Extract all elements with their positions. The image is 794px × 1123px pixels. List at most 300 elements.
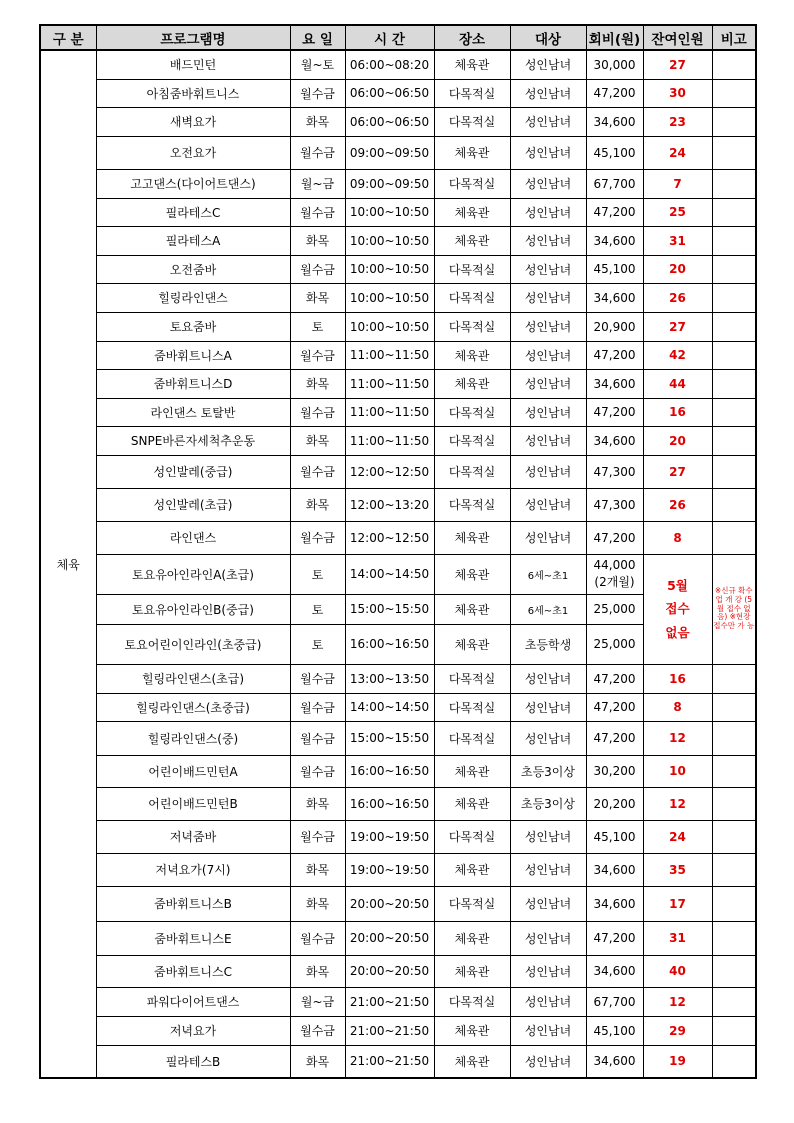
program-time: 14:00~14:50 [345,554,434,594]
program-place: 체육관 [434,1045,510,1078]
program-fee: 47,200 [586,664,643,693]
program-target: 성인남녀 [510,426,586,455]
program-target: 성인남녀 [510,312,586,341]
program-day: 화목 [290,369,345,398]
table-row [40,312,756,341]
table-row [40,1016,756,1045]
program-time: 11:00~11:50 [345,398,434,426]
table-row [40,721,756,755]
program-time: 20:00~20:50 [345,886,434,921]
note-cell [712,987,756,1016]
program-name: 파워다이어트댄스 [96,987,290,1016]
program-place: 체육관 [434,50,510,79]
program-fee: 30,200 [586,755,643,787]
program-time: 16:00~16:50 [345,755,434,787]
program-place: 다목적실 [434,886,510,921]
note-cell [712,226,756,255]
program-name: 힐링라인댄스 [96,283,290,312]
program-day: 화목 [290,488,345,521]
column-header: 회비(원) [586,25,643,50]
program-name: 힐링라인댄스(초중급) [96,693,290,721]
program-fee: 34,600 [586,226,643,255]
program-fee: 47,300 [586,488,643,521]
note-cell [712,521,756,554]
note-cell [712,921,756,955]
program-fee: 25,000 [586,624,643,664]
table-row [40,1045,756,1078]
remaining-count: 7 [643,169,712,198]
remaining-count: 26 [643,488,712,521]
program-name: 성인발레(중급) [96,455,290,488]
table-row [40,921,756,955]
table-row [40,955,756,987]
remaining-count: 29 [643,1016,712,1045]
table-row [40,136,756,169]
table-row [40,169,756,198]
program-fee: 34,600 [586,853,643,886]
program-name: 오전요가 [96,136,290,169]
program-day: 월수금 [290,693,345,721]
program-fee: 47,200 [586,198,643,226]
column-header: 구 분 [40,25,96,50]
program-target: 성인남녀 [510,521,586,554]
table-row [40,226,756,255]
program-day: 월수금 [290,755,345,787]
note-cell [712,312,756,341]
table-row [40,755,756,787]
program-time: 11:00~11:50 [345,341,434,369]
remaining-count: 24 [643,136,712,169]
program-time: 10:00~10:50 [345,312,434,341]
program-name: 힐링라인댄스(초급) [96,664,290,693]
remaining-count: 44 [643,369,712,398]
note-cell [712,50,756,79]
program-target: 성인남녀 [510,50,586,79]
program-time: 19:00~19:50 [345,853,434,886]
program-day: 월수금 [290,79,345,107]
program-day: 월수금 [290,455,345,488]
program-place: 다목적실 [434,255,510,283]
program-target: 성인남녀 [510,921,586,955]
program-time: 20:00~20:50 [345,921,434,955]
program-day: 화목 [290,226,345,255]
program-day: 월수금 [290,341,345,369]
note-cell [712,1016,756,1045]
remaining-count: 27 [643,50,712,79]
program-name: 어린이배드민턴B [96,787,290,820]
program-time: 12:00~12:50 [345,455,434,488]
remaining-count: 12 [643,787,712,820]
program-time: 14:00~14:50 [345,693,434,721]
note-cell [712,107,756,136]
table-row [40,398,756,426]
program-day: 토 [290,594,345,624]
program-target: 성인남녀 [510,283,586,312]
table-row [40,283,756,312]
remaining-count: 31 [643,921,712,955]
program-place: 다목적실 [434,283,510,312]
program-time: 19:00~19:50 [345,820,434,853]
program-place: 다목적실 [434,426,510,455]
program-fee: 45,100 [586,136,643,169]
program-fee: 47,200 [586,398,643,426]
column-header: 시 간 [345,25,434,50]
column-header: 요 일 [290,25,345,50]
remaining-count: 12 [643,987,712,1016]
program-fee: 34,600 [586,1045,643,1078]
program-name: 저녁줌바 [96,820,290,853]
program-fee: 20,900 [586,312,643,341]
table-row [40,341,756,369]
program-target: 성인남녀 [510,226,586,255]
program-day: 월수금 [290,820,345,853]
program-target: 성인남녀 [510,488,586,521]
program-fee: 45,100 [586,255,643,283]
program-place: 다목적실 [434,455,510,488]
remaining-count: 16 [643,398,712,426]
note-cell [712,398,756,426]
program-day: 화목 [290,426,345,455]
table-row [40,79,756,107]
note-cell [712,820,756,853]
table-row [40,853,756,886]
program-time: 13:00~13:50 [345,664,434,693]
program-target: 성인남녀 [510,820,586,853]
program-time: 16:00~16:50 [345,624,434,664]
program-day: 월수금 [290,398,345,426]
program-fee: 34,600 [586,955,643,987]
program-day: 화목 [290,886,345,921]
remaining-count: 40 [643,955,712,987]
remaining-count: 24 [643,820,712,853]
program-place: 체육관 [434,955,510,987]
program-name: 저녁요가 [96,1016,290,1045]
program-day: 월수금 [290,521,345,554]
program-fee: 25,000 [586,594,643,624]
program-schedule-table [39,24,757,1079]
program-name: 힐링라인댄스(중) [96,721,290,755]
program-place: 다목적실 [434,79,510,107]
program-name: SNPE바른자세척추운동 [96,426,290,455]
program-place: 다목적실 [434,721,510,755]
program-name: 토요어린이인라인(초중급) [96,624,290,664]
program-name: 토요줌바 [96,312,290,341]
program-place: 체육관 [434,521,510,554]
column-header: 비고 [712,25,756,50]
note-cell [712,787,756,820]
table-row [40,426,756,455]
note-cell [712,721,756,755]
program-target: 성인남녀 [510,1016,586,1045]
program-target: 성인남녀 [510,721,586,755]
program-day: 화목 [290,787,345,820]
program-day: 토 [290,312,345,341]
program-day: 월~토 [290,50,345,79]
note-cell [712,853,756,886]
program-day: 화목 [290,107,345,136]
program-place: 체육관 [434,853,510,886]
remaining-count: 42 [643,341,712,369]
program-place: 체육관 [434,787,510,820]
program-place: 체육관 [434,624,510,664]
program-place: 다목적실 [434,169,510,198]
program-fee: 30,000 [586,50,643,79]
table-header-row [40,25,756,50]
note-cell [712,693,756,721]
table-row [40,787,756,820]
remaining-merged [643,554,712,664]
note-merged: ※신규 확수업 개 강 (5월 접수 없음) ※현장 접수만 가 능 [712,554,756,664]
remaining-count: 26 [643,283,712,312]
program-fee: 20,200 [586,787,643,820]
program-target: 성인남녀 [510,955,586,987]
program-place: 체육관 [434,341,510,369]
table-row [40,488,756,521]
table-row [40,198,756,226]
remaining-count: 25 [643,198,712,226]
program-target: 성인남녀 [510,169,586,198]
note-cell [712,369,756,398]
program-day: 월수금 [290,921,345,955]
program-place: 체육관 [434,198,510,226]
program-fee: 34,600 [586,283,643,312]
remaining-count: 20 [643,255,712,283]
note-cell [712,886,756,921]
note-cell [712,283,756,312]
program-place: 다목적실 [434,107,510,136]
program-name: 새벽요가 [96,107,290,136]
program-place: 다목적실 [434,488,510,521]
program-day: 화목 [290,1045,345,1078]
table-row [40,886,756,921]
note-cell [712,664,756,693]
note-cell [712,426,756,455]
program-time: 21:00~21:50 [345,987,434,1016]
program-day: 월~금 [290,987,345,1016]
remaining-count: 23 [643,107,712,136]
program-name: 어린이배드민턴A [96,755,290,787]
note-cell [712,136,756,169]
note-cell [712,455,756,488]
program-place: 체육관 [434,226,510,255]
remaining-merged-line: 없음 [665,624,690,640]
program-place: 다목적실 [434,312,510,341]
program-day: 화목 [290,955,345,987]
program-time: 15:00~15:50 [345,721,434,755]
program-place: 체육관 [434,136,510,169]
program-target: 성인남녀 [510,198,586,226]
table-row [40,664,756,693]
program-target: 성인남녀 [510,853,586,886]
program-target: 초등학생 [510,624,586,664]
program-target: 성인남녀 [510,886,586,921]
program-time: 11:00~11:50 [345,369,434,398]
program-day: 월수금 [290,721,345,755]
program-day: 월~금 [290,169,345,198]
fee-period: (2개월) [594,575,635,589]
remaining-count: 27 [643,455,712,488]
program-place: 체육관 [434,755,510,787]
program-fee: 47,200 [586,521,643,554]
program-time: 10:00~10:50 [345,255,434,283]
program-target: 성인남녀 [510,369,586,398]
program-target: 성인남녀 [510,455,586,488]
program-target: 초등3이상 [510,755,586,787]
program-place: 체육관 [434,1016,510,1045]
program-fee: 47,200 [586,79,643,107]
table-row [40,987,756,1016]
program-target: 성인남녀 [510,664,586,693]
remaining-count: 8 [643,693,712,721]
program-day: 토 [290,624,345,664]
program-time: 09:00~09:50 [345,169,434,198]
program-name: 저녁요가(7시) [96,853,290,886]
program-target: 성인남녀 [510,255,586,283]
program-fee: 34,600 [586,107,643,136]
program-place: 다목적실 [434,398,510,426]
note-cell [712,341,756,369]
program-place: 다목적실 [434,693,510,721]
program-name: 토요유아인라인B(중급) [96,594,290,624]
table-row [40,255,756,283]
program-name: 필라테스C [96,198,290,226]
program-place: 다목적실 [434,664,510,693]
program-day: 토 [290,554,345,594]
note-cell [712,488,756,521]
program-target: 6세~초1 [510,554,586,594]
remaining-count: 17 [643,886,712,921]
program-target: 성인남녀 [510,987,586,1016]
program-place: 체육관 [434,554,510,594]
program-target: 성인남녀 [510,341,586,369]
remaining-count: 30 [643,79,712,107]
program-time: 12:00~13:20 [345,488,434,521]
program-name: 줌바휘트니스C [96,955,290,987]
program-fee [586,554,643,594]
fee-amount: 44,000 [593,557,636,572]
program-target: 6세~초1 [510,594,586,624]
program-place: 다목적실 [434,820,510,853]
table-row [40,107,756,136]
program-fee: 47,200 [586,921,643,955]
program-time: 12:00~12:50 [345,521,434,554]
program-day: 월수금 [290,255,345,283]
program-name: 줌바휘트니스D [96,369,290,398]
program-fee: 47,200 [586,341,643,369]
program-time: 15:00~15:50 [345,594,434,624]
program-target: 성인남녀 [510,79,586,107]
program-time: 10:00~10:50 [345,198,434,226]
note-cell [712,755,756,787]
table-row [40,369,756,398]
program-fee: 34,600 [586,369,643,398]
program-time: 21:00~21:50 [345,1016,434,1045]
table-row [40,554,756,594]
program-name: 고고댄스(다이어트댄스) [96,169,290,198]
program-name: 줌바휘트니스E [96,921,290,955]
table-row [40,455,756,488]
program-fee: 67,700 [586,169,643,198]
program-fee: 45,100 [586,1016,643,1045]
remaining-count: 20 [643,426,712,455]
program-target: 성인남녀 [510,136,586,169]
program-time: 10:00~10:50 [345,226,434,255]
program-name: 토요유아인라인A(초급) [96,554,290,594]
table-row [40,693,756,721]
program-place: 체육관 [434,369,510,398]
remaining-count: 12 [643,721,712,755]
program-target: 성인남녀 [510,693,586,721]
note-cell [712,955,756,987]
remaining-count: 31 [643,226,712,255]
program-fee: 34,600 [586,886,643,921]
program-name: 아침줌바휘트니스 [96,79,290,107]
note-cell [712,198,756,226]
program-name: 줌바휘트니스B [96,886,290,921]
note-cell [712,255,756,283]
program-fee: 47,200 [586,721,643,755]
note-cell [712,169,756,198]
column-header: 장소 [434,25,510,50]
program-place: 체육관 [434,921,510,955]
program-target: 성인남녀 [510,1045,586,1078]
program-name: 성인발레(초급) [96,488,290,521]
note-cell [712,79,756,107]
program-time: 09:00~09:50 [345,136,434,169]
program-fee: 47,300 [586,455,643,488]
program-time: 21:00~21:50 [345,1045,434,1078]
column-header: 프로그램명 [96,25,290,50]
category-cell: 체육 [40,50,96,1078]
remaining-count: 19 [643,1045,712,1078]
program-time: 16:00~16:50 [345,787,434,820]
program-day: 화목 [290,283,345,312]
program-target: 초등3이상 [510,787,586,820]
column-header: 대상 [510,25,586,50]
table-row [40,521,756,554]
program-day: 월수금 [290,664,345,693]
program-name: 필라테스B [96,1045,290,1078]
program-time: 06:00~08:20 [345,50,434,79]
remaining-merged-line: 5월 [667,578,688,594]
program-time: 06:00~06:50 [345,107,434,136]
program-day: 월수금 [290,1016,345,1045]
program-time: 11:00~11:50 [345,426,434,455]
remaining-count: 35 [643,853,712,886]
program-fee: 67,700 [586,987,643,1016]
program-fee: 45,100 [586,820,643,853]
program-target: 성인남녀 [510,398,586,426]
remaining-count: 27 [643,312,712,341]
remaining-count: 16 [643,664,712,693]
program-day: 월수금 [290,198,345,226]
program-time: 10:00~10:50 [345,283,434,312]
program-name: 오전줌바 [96,255,290,283]
program-name: 라인댄스 [96,521,290,554]
program-time: 06:00~06:50 [345,79,434,107]
table-row [40,820,756,853]
remaining-count: 10 [643,755,712,787]
program-name: 라인댄스 토탈반 [96,398,290,426]
program-place: 체육관 [434,594,510,624]
program-fee: 47,200 [586,693,643,721]
program-name: 줌바휘트니스A [96,341,290,369]
program-place: 다목적실 [434,987,510,1016]
table-row [40,50,756,79]
remaining-merged-line: 접수 [665,601,690,617]
remaining-count: 8 [643,521,712,554]
program-day: 월수금 [290,136,345,169]
